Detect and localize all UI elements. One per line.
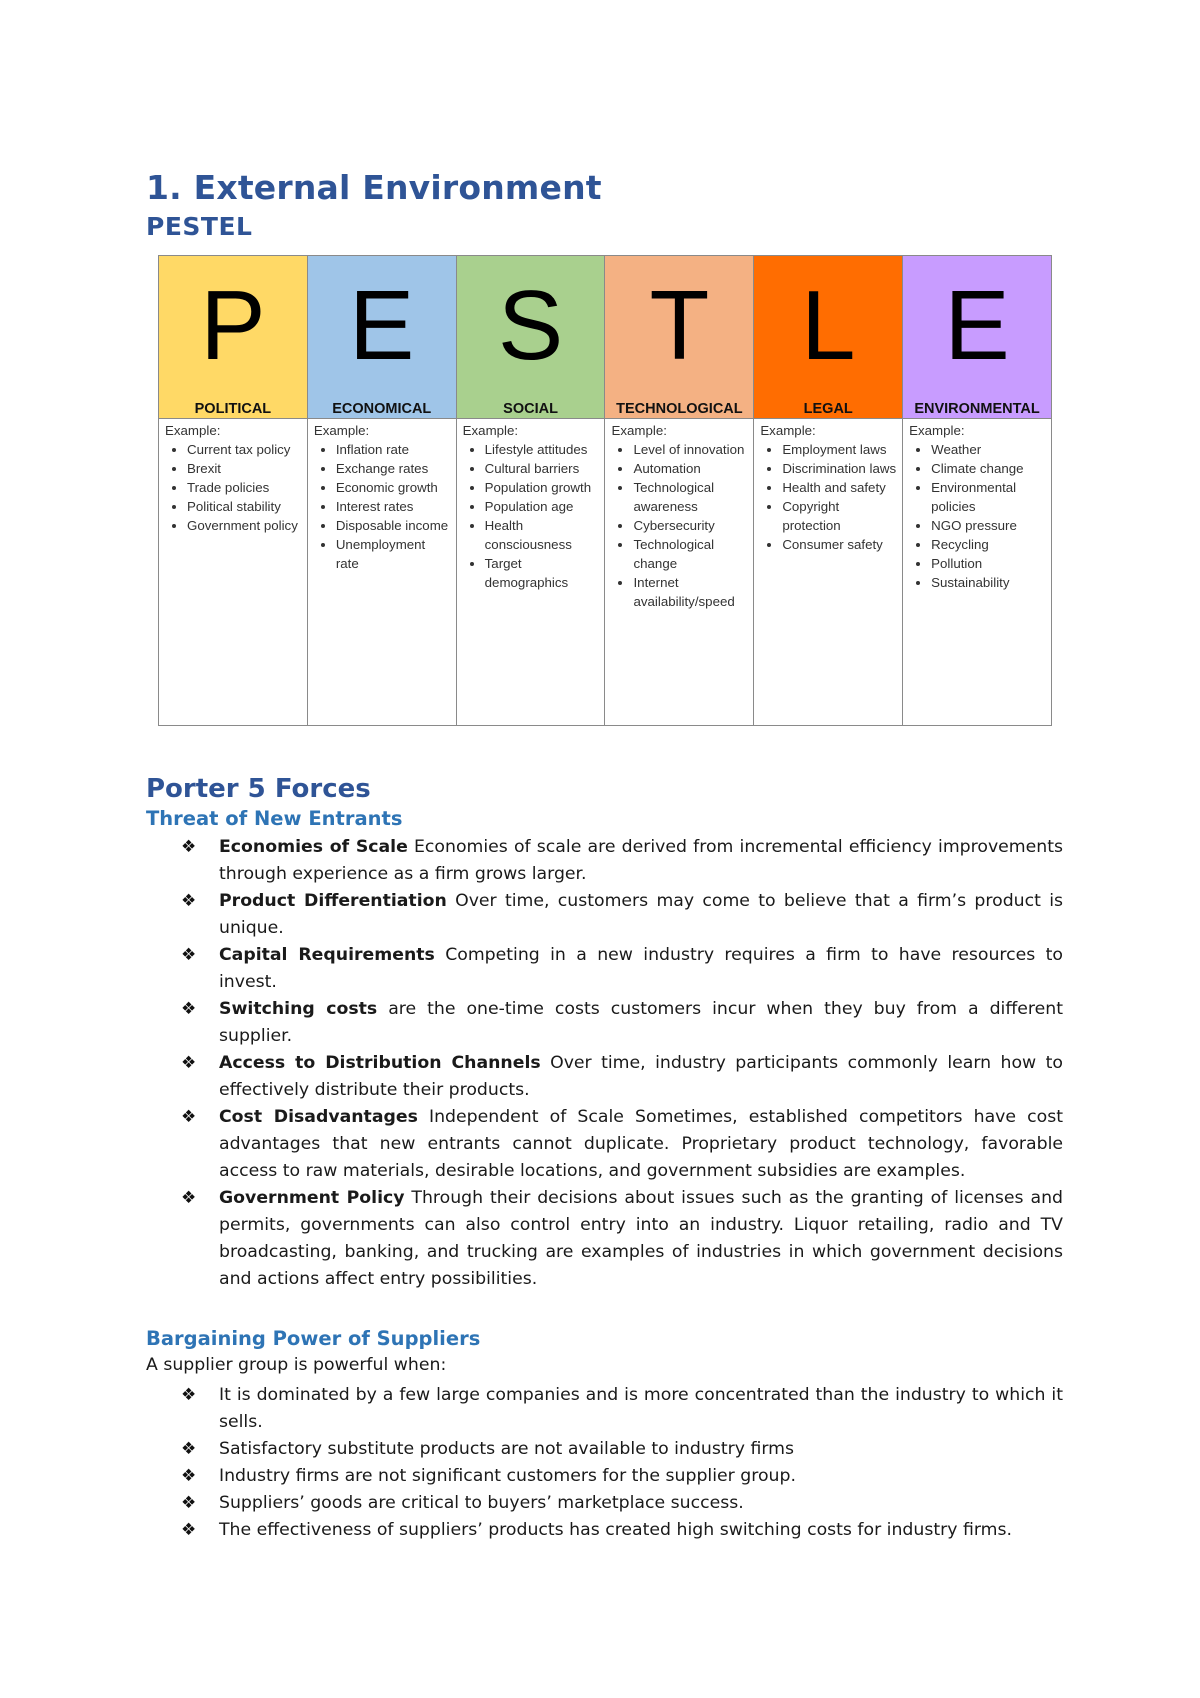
list-item (181, 1185, 1063, 1293)
pestle-letter: P (200, 270, 266, 380)
factor-description: Over time, industry participants commonly learn how to effectively distribute their products. (219, 1053, 1063, 1100)
example-list (909, 440, 1047, 592)
suppliers-list (181, 1382, 1063, 1544)
pestle-letter: L (800, 270, 856, 380)
pestle-column-header (605, 256, 753, 419)
list-item (181, 1050, 1063, 1104)
example-label: Example: (165, 423, 221, 438)
example-list (463, 440, 601, 592)
suppliers-heading: Bargaining Power of Suppliers (146, 1327, 481, 1350)
factor-description: Competing in a new industry requires a firm to have resources to invest. (219, 945, 1063, 992)
list-item (181, 1517, 1063, 1544)
diamond-bullet-icon: ❖ (181, 1107, 197, 1127)
example-label: Example: (611, 423, 667, 438)
pestle-column (754, 256, 903, 725)
pestle-examples (754, 419, 902, 725)
pestle-column-header (754, 256, 902, 419)
example-item: • Automation (633, 459, 749, 478)
example-item: • Population age (485, 497, 601, 516)
list-item (181, 996, 1063, 1050)
example-item: • NGO pressure (931, 516, 1047, 535)
pestle-figure (158, 255, 1052, 726)
pestle-letter: S (497, 270, 564, 380)
suppliers-intro: A supplier group is powerful when: (146, 1355, 447, 1375)
example-item: • Trade policies (187, 478, 303, 497)
example-item: • Copyright protection (782, 497, 898, 535)
pestle-category-name: ENVIRONMENTAL (914, 401, 1040, 417)
diamond-bullet-icon: ❖ (181, 1493, 197, 1513)
factor-name: Government Policy (219, 1188, 405, 1208)
example-item: • Current tax policy (187, 440, 303, 459)
pestel-heading: PESTEL (146, 212, 253, 241)
example-item: • Exchange rates (336, 459, 452, 478)
diamond-bullet-icon: ❖ (181, 891, 197, 911)
example-item: • Climate change (931, 459, 1047, 478)
list-item (181, 1382, 1063, 1436)
diamond-bullet-icon: ❖ (181, 1520, 197, 1540)
example-item: • Internet availability/speed (633, 573, 749, 611)
factor-name: Economies of Scale (219, 837, 408, 857)
example-item: • Health and safety (782, 478, 898, 497)
example-item: • Level of innovation (633, 440, 749, 459)
pestle-category-name: TECHNOLOGICAL (616, 401, 743, 417)
list-item (181, 942, 1063, 996)
porter-heading: Porter 5 Forces (146, 774, 371, 804)
condition-text: The effectiveness of suppliers’ products has created high switching costs for industry firms. (219, 1520, 1012, 1540)
pestle-column (903, 256, 1051, 725)
example-item: • Consumer safety (782, 535, 898, 554)
pestle-letter: E (349, 270, 415, 380)
example-list (314, 440, 452, 573)
pestle-examples (457, 419, 605, 725)
example-item: • Discrimination laws (782, 459, 898, 478)
factor-description: are the one-time costs customers incur when they buy from a different supplier. (219, 999, 1063, 1046)
example-label: Example: (760, 423, 816, 438)
example-item: • Technological awareness (633, 478, 749, 516)
example-item: • Sustainability (931, 573, 1047, 592)
pestle-column-header (308, 256, 456, 419)
example-list (760, 440, 898, 554)
list-item (181, 1490, 1063, 1517)
diamond-bullet-icon: ❖ (181, 1466, 197, 1486)
example-item: • Recycling (931, 535, 1047, 554)
pestle-category-name: ECONOMICAL (332, 401, 432, 417)
example-item: • Political stability (187, 497, 303, 516)
list-item (181, 834, 1063, 888)
diamond-bullet-icon: ❖ (181, 1439, 197, 1459)
pestle-column-header (903, 256, 1051, 419)
condition-text: Industry firms are not significant customers for the supplier group. (219, 1466, 796, 1486)
diamond-bullet-icon: ❖ (181, 999, 197, 1019)
example-item: • Health consciousness (485, 516, 601, 554)
pestle-examples (605, 419, 753, 725)
new-entrants-heading: Threat of New Entrants (146, 807, 403, 830)
list-item (181, 888, 1063, 942)
example-label: Example: (462, 423, 519, 438)
pestle-letter: E (944, 270, 1010, 380)
example-item: • Lifestyle attitudes (485, 440, 601, 459)
factor-name: Product Differentiation (219, 891, 447, 911)
factor-description: Independent of Scale Sometimes, established competitors have cost advantages that new entrants cannot duplicate. Proprietary product technology, favorable access to raw materials, desirable locations, and government subsidies are examples. (219, 1107, 1063, 1181)
factor-description: Over time, customers may come to believe that a firm’s product is unique. (219, 891, 1063, 938)
example-item: • Economic growth (336, 478, 452, 497)
example-item: • Technological change (633, 535, 749, 573)
diamond-bullet-icon: ❖ (181, 1385, 197, 1405)
diamond-bullet-icon: ❖ (181, 837, 197, 857)
pestle-column (308, 256, 457, 725)
example-item: • Population growth (485, 478, 601, 497)
pestle-category-name: SOCIAL (503, 401, 558, 417)
pestle-examples (159, 419, 307, 725)
factor-description: Economies of scale are derived from incremental efficiency improvements through experience as a firm grows larger. (219, 837, 1064, 884)
condition-text: Suppliers’ goods are critical to buyers’ marketplace success. (219, 1493, 744, 1513)
pestle-category-name: POLITICAL (194, 401, 272, 417)
pestle-column (605, 256, 754, 725)
pestle-column (457, 256, 606, 725)
new-entrants-list (181, 834, 1063, 1293)
page-title: 1. External Environment (146, 168, 602, 207)
example-item: • Cybersecurity (633, 516, 749, 535)
example-item: • Weather (931, 440, 1047, 459)
example-item: • Disposable income (336, 516, 452, 535)
factor-name: Switching costs (219, 999, 378, 1019)
pestle-examples (308, 419, 456, 725)
example-item: • Interest rates (336, 497, 452, 516)
pestle-category-name: LEGAL (803, 401, 853, 417)
example-item: • Target demographics (485, 554, 601, 592)
list-item (181, 1104, 1063, 1185)
factor-description: Through their decisions about issues such as the granting of licenses and permits, governments can also control entry into an industry. Liquor retailing, radio and TV broadcasting, banking, and trucking are examples of industries in which government decisions and actions affect entry possibilities. (219, 1188, 1063, 1289)
factor-name: Cost Disadvantages (219, 1107, 418, 1127)
factor-name: Capital Requirements (219, 945, 435, 965)
example-item: • Inflation rate (336, 440, 452, 459)
example-item: • Unemployment rate (336, 535, 452, 573)
pestle-column-header (159, 256, 307, 419)
example-item: • Cultural barriers (485, 459, 601, 478)
condition-text: It is dominated by a few large companies and is more concentrated than the industry to which it sells. (219, 1385, 1063, 1432)
pestle-letter: T (649, 270, 710, 380)
example-item: • Government policy (187, 516, 303, 535)
example-item: • Environmental policies (931, 478, 1047, 516)
diamond-bullet-icon: ❖ (181, 1188, 197, 1208)
example-label: Example: (909, 423, 965, 438)
factor-name: Access to Distribution Channels (219, 1053, 541, 1073)
pestle-column (159, 256, 308, 725)
list-item (181, 1463, 1063, 1490)
example-item: • Employment laws (782, 440, 898, 459)
condition-text: Satisfactory substitute products are not available to industry firms (219, 1439, 794, 1459)
pestle-examples (903, 419, 1051, 725)
example-label: Example: (313, 423, 370, 438)
example-item: • Brexit (187, 459, 303, 478)
list-item (181, 1436, 1063, 1463)
pestle-column-header (457, 256, 605, 419)
example-list (611, 440, 749, 611)
diamond-bullet-icon: ❖ (181, 945, 197, 965)
example-item: • Pollution (931, 554, 1047, 573)
example-list (165, 440, 303, 535)
diamond-bullet-icon: ❖ (181, 1053, 197, 1073)
